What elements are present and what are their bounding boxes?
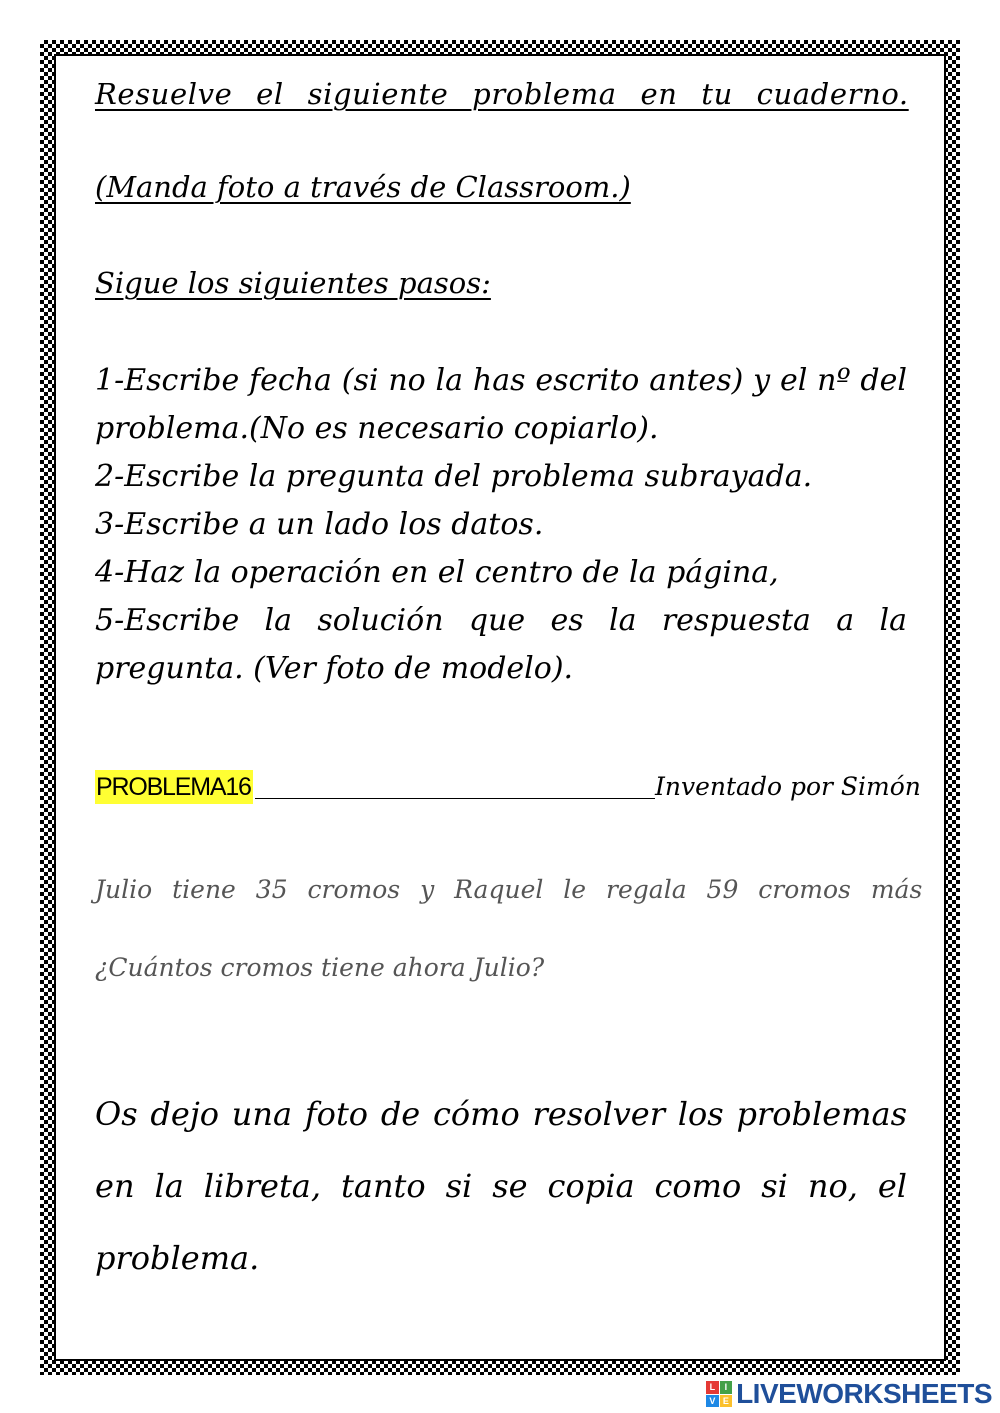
problem-label: PROBLEMA16 — [95, 770, 253, 804]
liveworksheets-text: LIVEWORKSHEETS — [736, 1378, 992, 1409]
logo-letter-v: V — [706, 1395, 719, 1408]
instruction-send-photo: (Manda foto a través de Classroom.) — [95, 170, 631, 204]
step-item-4: 4-Haz la operación en el centro de la página, — [95, 555, 779, 590]
problem-underline — [255, 798, 655, 799]
logo-letter-l: L — [706, 1381, 719, 1394]
problem-author: Inventado por Simón — [655, 772, 921, 801]
problem-statement: Julio tiene 35 cromos y Raquel le regala 59 cromos más — [95, 875, 923, 904]
step-item-1: 1-Escribe fecha (si no la has escrito antes) y el nº del problema.(No es necesario copiarlo). — [95, 363, 907, 446]
closing-note: Os dejo una foto de cómo resolver los problemas en la libreta, tanto si se copia como si no, el problema. — [95, 1095, 907, 1277]
problem-header — [95, 770, 921, 806]
logo-letter-i: I — [720, 1381, 733, 1394]
instruction-follow-steps: Sigue los siguientes pasos: — [95, 266, 491, 300]
logo-letter-e: E — [720, 1395, 733, 1408]
instruction-resolve: Resuelve el siguiente problema en tu cuaderno. — [95, 77, 909, 111]
step-item-2: 2-Escribe la pregunta del problema subrayada. — [95, 459, 813, 494]
liveworksheets-watermark — [706, 1377, 992, 1411]
liveworksheets-logo-icon — [706, 1381, 732, 1407]
step-item-3: 3-Escribe a un lado los datos. — [95, 507, 544, 542]
steps-list — [95, 357, 907, 693]
problem-question: ¿Cuántos cromos tiene ahora Julio? — [95, 953, 545, 982]
step-item-5: 5-Escribe la solución que es la respuesta a la pregunta. (Ver foto de modelo). — [95, 603, 907, 686]
